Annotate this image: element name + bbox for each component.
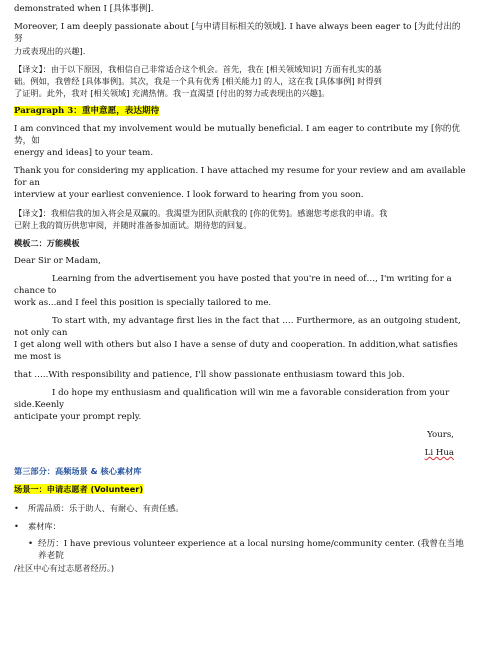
closing: Yours, [427, 430, 454, 440]
scene-1-heading: 场景一：申请志愿者 (Volunteer) [14, 484, 144, 494]
text-line: 力或表现出的兴趣]. [14, 46, 86, 56]
text-line: that …..With responsibility and patience, I'll show passionate enthusiasm toward this job. [14, 370, 405, 380]
template-heading: 模板二：万能模板 [14, 238, 80, 248]
text-line: energy and ideas] to your team. [14, 148, 154, 158]
text-line: To start with, my advantage first lies in the fact that …. Furthermore, as an outgoing student, not only can [14, 316, 461, 338]
bullet-dot-icon: • [14, 503, 19, 513]
text-line: /社区中心有过志愿者经历。) [14, 563, 115, 573]
translation-line: 【译文】：由于以下原因，我相信自己非常适合这个机会。首先，我在 [相关领域知识] 方面有扎实的基 [14, 64, 382, 74]
text-line: demonstrated when I [具体事例]. [14, 4, 154, 14]
list-item-text: 素材库： [28, 521, 61, 531]
list-item-text: 所需品质：乐于助人、有耐心、有责任感。 [28, 503, 184, 513]
text-line: work as...and I feel this position is specially tailored to me. [14, 298, 272, 308]
list-item [14, 520, 466, 532]
text-line: Moreover, I am deeply passionate about [与申请目标相关的领域]. I have always been eager to [为此付出的努 [14, 22, 461, 44]
bullet-dot-icon: • [14, 521, 19, 531]
scene-heading [14, 483, 466, 496]
translation-line: 【译文】：我相信我的加入将会是双赢的。我渴望为团队贡献我的 [你的优势]。感谢您考虑我的申请。我 [14, 208, 388, 218]
text-line: anticipate your prompt reply. [14, 412, 142, 422]
signature [14, 447, 466, 459]
sub-list-item [14, 538, 466, 562]
document-page [14, 0, 466, 574]
text-line: interview at your earliest convenience. I look forward to hearing from you soon. [14, 190, 364, 200]
paragraph-heading [14, 105, 466, 117]
section-heading: 第三部分：高频场景 & 核心素材库 [14, 466, 142, 476]
salutation: Dear Sir or Madam, [14, 256, 101, 266]
list-item-text: 经历：I have previous volunteer experience at a local nursing home/community center. (我曾在当地养老院 [38, 539, 464, 561]
text-line: I am convinced that my involvement would be mutually beneficial. I am eager to contribute my [你的优势，如 [14, 124, 461, 146]
text-line: Learning from the advertisement you have posted that you're in need of…, I'm writing for a chance to [14, 274, 452, 296]
translation-line: 了证明。此外，我对 [相关领域] 充满热情。我一直渴望 [付出的努力或表现出的兴趣]。 [14, 88, 330, 98]
translation-line: 础。例如，我曾经 [具体事例]。其次，我是一个具有优秀 [相关能力] 的人，这在我 [具体事例] 时得到 [14, 76, 382, 86]
text-line: I get along well with others but also I have a sense of duty and cooperation. In addition,what satisfies me most is [14, 340, 458, 362]
text-line: I do hope my enthusiasm and qualification will win me a favorable consideration from your side.Keenly [14, 388, 450, 410]
bullet-dot-icon: • [28, 539, 34, 549]
paragraph-3-heading: Paragraph 3：重申意愿，表达期待 [14, 106, 160, 116]
text-line: Thank you for considering my application. I have attached my resume for your review and am available for an [14, 166, 466, 188]
signature-name: Li Hua [424, 448, 454, 458]
list-item [14, 502, 466, 514]
translation-line: 已附上我的简历供您审阅，并随时准备参加面试。期待您的回复。 [14, 220, 252, 230]
